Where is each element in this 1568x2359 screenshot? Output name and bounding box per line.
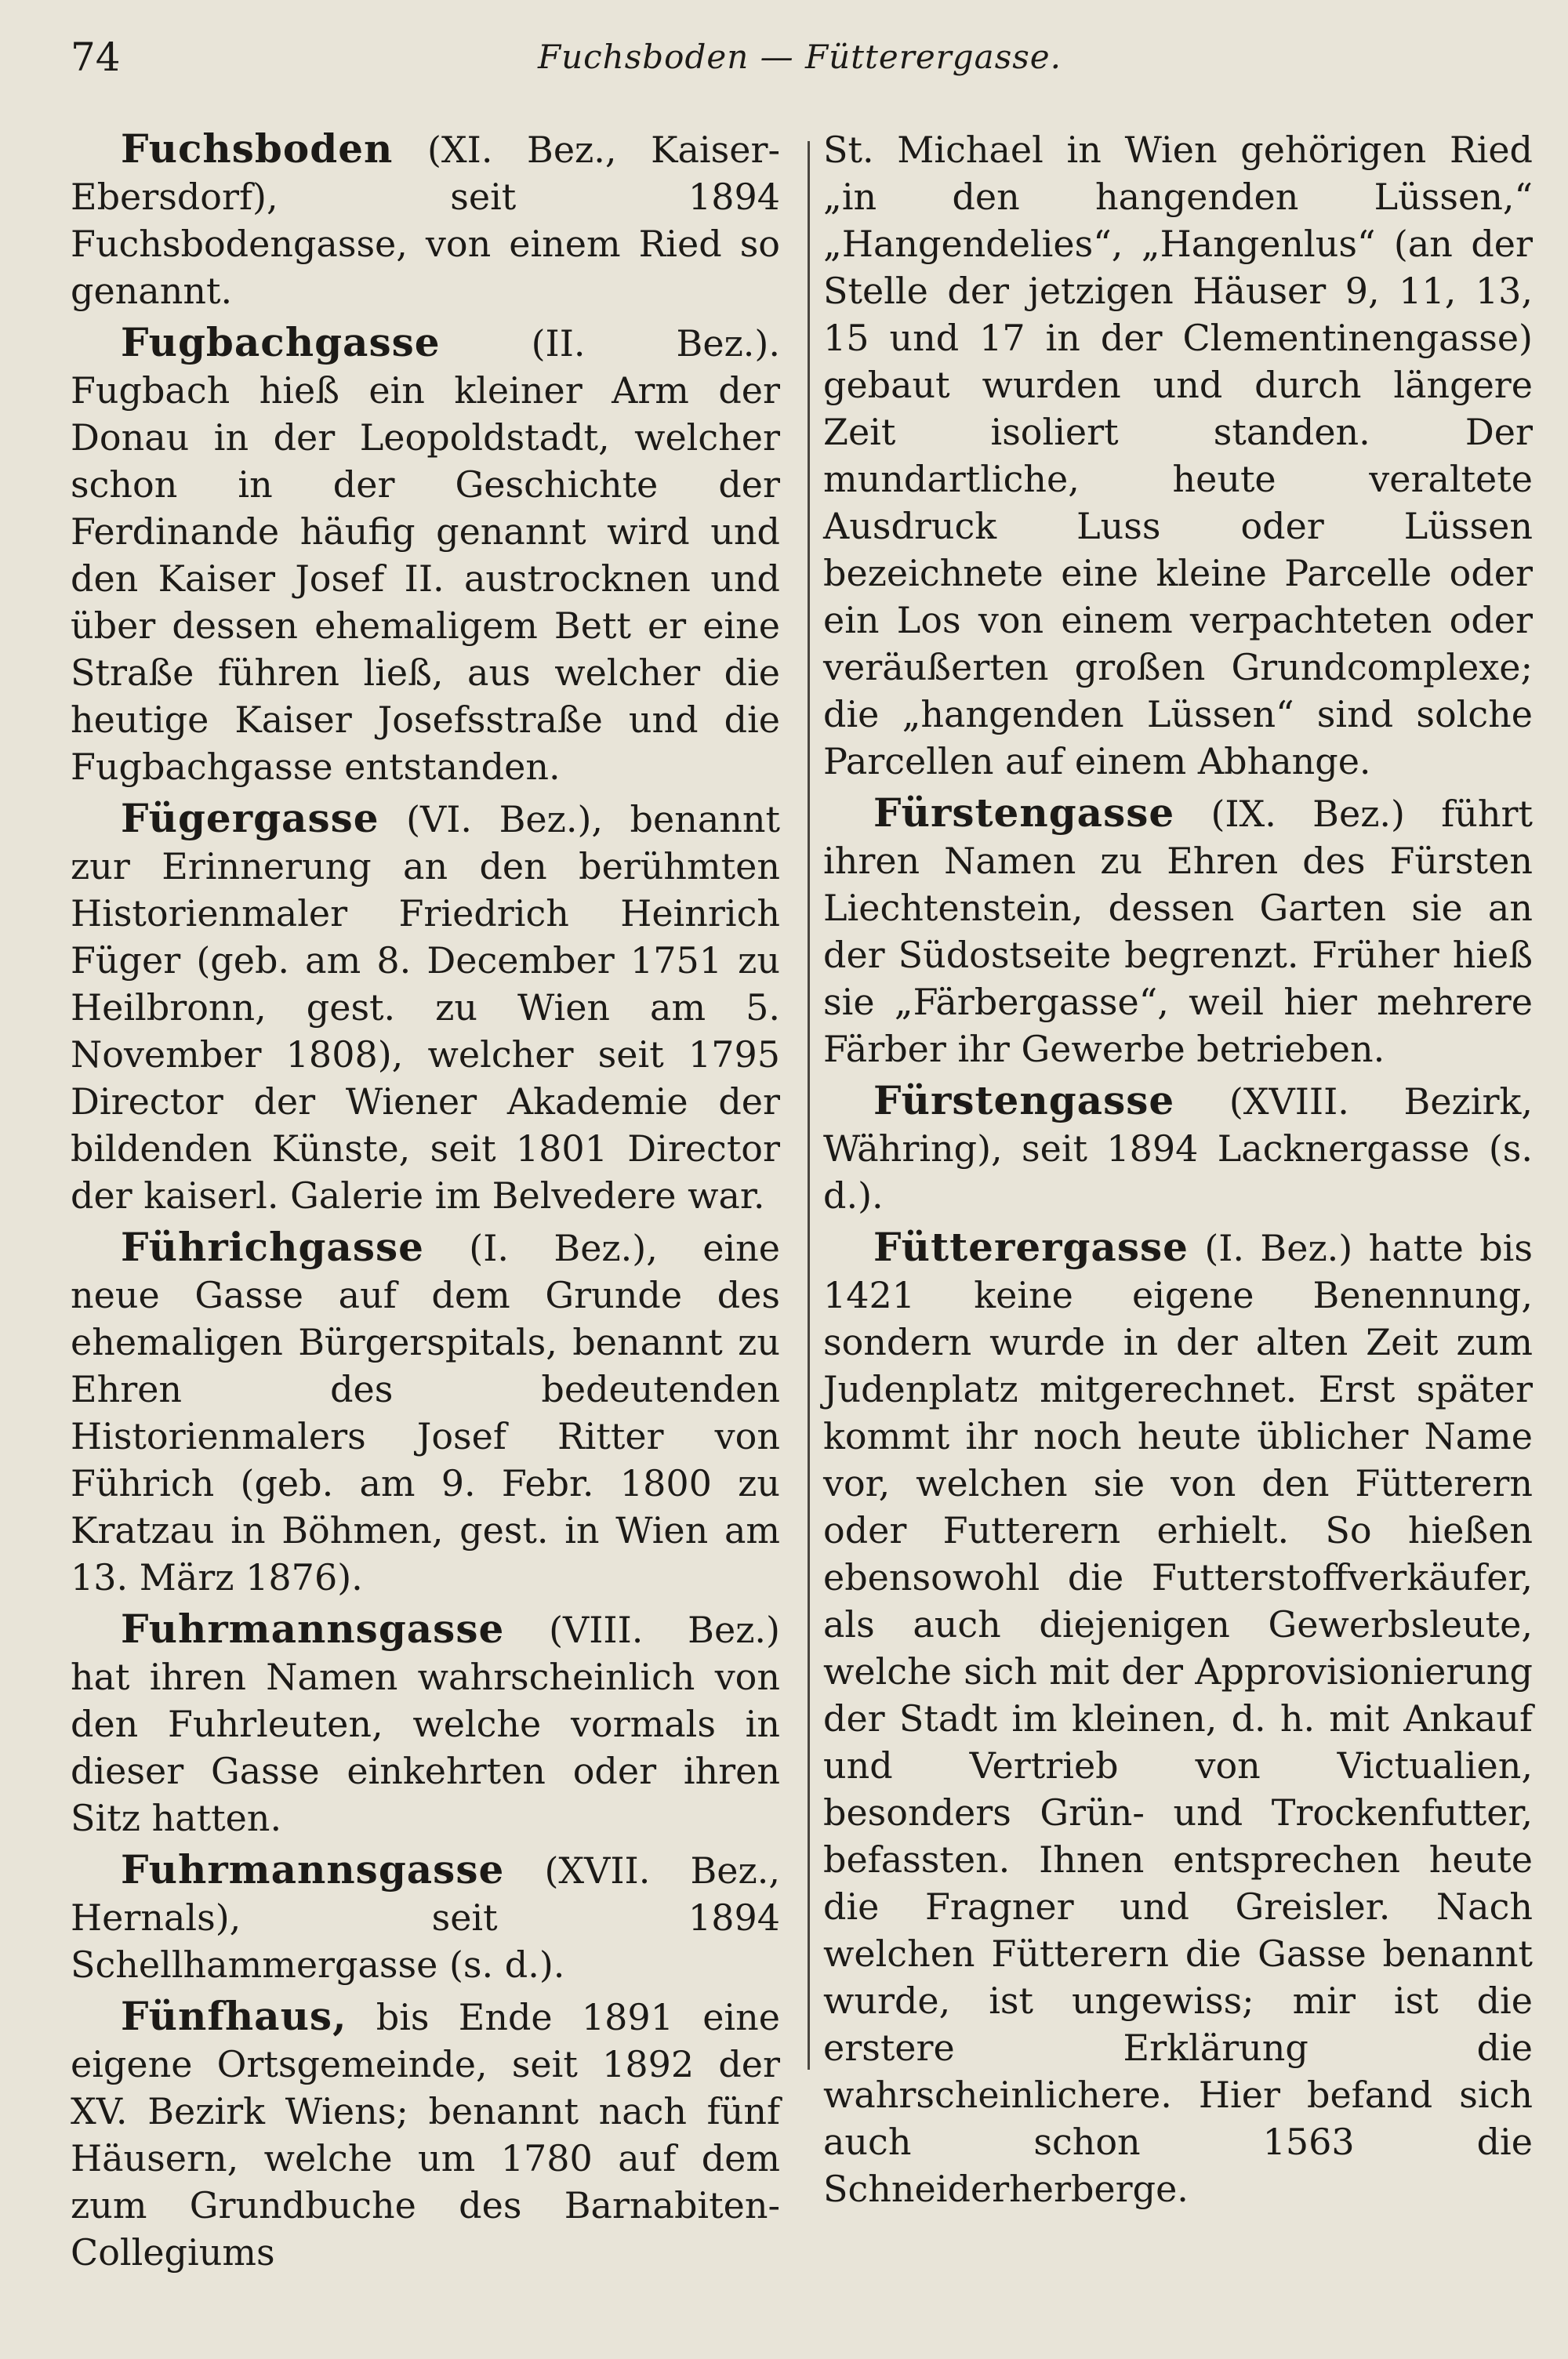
entry-fuehrichgasse [71,1224,780,1601]
lemma: Fürstengasse [873,789,1175,836]
entry-text: (VI. Bez.), benannt zur Erinnerung an den berühmten Historienmaler Friedrich Heinrich Füger (geb. am 8. December 1751 zu Heilbronn, gest. zu Wien am 5. November 1808), welcher seit 1795 Director der Wiener Akademie der bildenden Künste, seit 1801 Director der kaiserl. Galerie im Belvedere war. [71,798,780,1217]
entry-fuchsboden [71,125,780,314]
lemma: Fügergasse [121,795,379,841]
entry-text: bis Ende 1891 eine eigene Ortsgemeinde, seit 1892 der XV. Bezirk Wiens; benannt nach fünf Häusern, welche um 1780 auf dem zum Grundbuche des Barnabiten-Collegiums [71,1996,780,2274]
entry-fuegergasse [71,795,780,1219]
entry-fuetterergasse [823,1224,1533,2212]
page-header [71,30,1529,85]
entry-fuenfhaus [71,1993,780,2276]
entry-fugbachgasse [71,319,780,790]
entry-fuerstengasse-ix [823,789,1533,1072]
lemma: Fuhrmannsgasse [121,1606,505,1652]
entry-text: (II. Bez.). Fugbach hieß ein kleiner Arm der Donau in der Leopoldstadt, welcher schon in der Geschichte der Ferdinande häufig genannt wird und den Kaiser Josef II. austrocknen und über dessen ehemaligem Bett er eine Straße führen ließ, aus welcher die heutige Kaiser Josefsstraße und die Fugbachgasse entstanden. [71,322,780,788]
entry-fuenfhaus-continued [823,125,1533,785]
left-column [71,125,780,2281]
entry-text: (XVII. Bez., Hernals), seit 1894 Schellhammergasse (s. d.). [71,1849,780,1986]
entry-text: (XI. Bez., Kaiser-Ebersdorf), seit 1894 Fuchsbodengasse, von einem Ried so genannt. [71,129,780,312]
running-head: Fuchsboden — Fütterergasse. [537,38,1062,76]
lemma: Führichgasse [121,1224,424,1270]
entry-text: (IX. Bez.) führt ihren Namen zu Ehren des Fürsten Liechtenstein, dessen Garten sie an der Südostseite begrenzt. Früher hieß sie „Färbergasse“, weil hier mehrere Färber ihr Gewerbe betrieben. [823,793,1533,1070]
right-column [823,125,1533,2217]
entry-text: (I. Bez.), eine neue Gasse auf dem Grunde des ehemaligen Bürgerspitals, benannt zu Ehren des bedeutenden Historienmalers Josef Ritter von Führich (geb. am 9. Febr. 1800 zu Kratzau in Böhmen, gest. in Wien am 13. März 1876). [71,1227,780,1599]
entry-text: (I. Bez.) hatte bis 1421 keine eigene Benennung, sondern wurde in der alten Zeit zum Judenplatz mitgerechnet. Erst später kommt ihr noch heute üblicher Name vor, welchen sie von den Fütterern oder Futterern erhielt. So hießen ebensowohl die Futterstoffverkäufer, als auch diejenigen Gewerbsleute, welche sich mit der Approvisionierung der Stadt im kleinen, d. h. mit Ankauf und Vertrieb von Victualien, besonders Grün- und Trockenfutter, befassten. Ihnen entsprechen heute die Fragner und Greisler. Nach welchen Fütterern die Gasse benannt wurde, ist ungewiss; mir ist die erstere Erklärung die wahrscheinlichere. Hier befand sich auch schon 1563 die Schneiderherberge. [823,1227,1533,2210]
lemma: Fütterergasse [873,1224,1189,1270]
entry-text: St. Michael in Wien gehörigen Ried „in den hangenden Lüssen,“ „Hangendelies“, „Hangenlus“ (an der Stelle der jetzigen Häuser 9, 11, 13, 15 und 17 in der Clementinengasse) gebaut wurden und durch längere Zeit isoliert standen. Der mundartliche, heute veraltete Ausdruck Luss oder Lüssen bezeichnete eine kleine Parcelle oder ein Los von einem verpachteten oder veräußerten großen Grundcomplexe; die „hangenden Lüssen“ sind solche Parcellen auf einem Abhange. [823,129,1533,782]
page-number: 74 [71,34,121,80]
lemma: Fuchsboden [121,125,394,172]
entry-fuerstengasse-xviii [823,1077,1533,1219]
lemma: Fugbachgasse [121,319,441,365]
entry-fuhrmannsgasse-xvii [71,1846,780,1988]
entry-fuhrmannsgasse-viii [71,1606,780,1842]
entry-text: (VIII. Bez.) hat ihren Namen wahrscheinlich von den Fuhrleuten, welche vormals in dieser Gasse einkehrten oder ihren Sitz hatten. [71,1609,780,1839]
column-divider [808,141,810,2070]
lemma: Fürstengasse [873,1077,1175,1123]
lemma: Fünfhaus, [121,1993,347,2039]
lemma: Fuhrmannsgasse [121,1846,505,1893]
entry-text: (XVIII. Bezirk, Währing), seit 1894 Lacknergasse (s. d.). [823,1080,1533,1217]
